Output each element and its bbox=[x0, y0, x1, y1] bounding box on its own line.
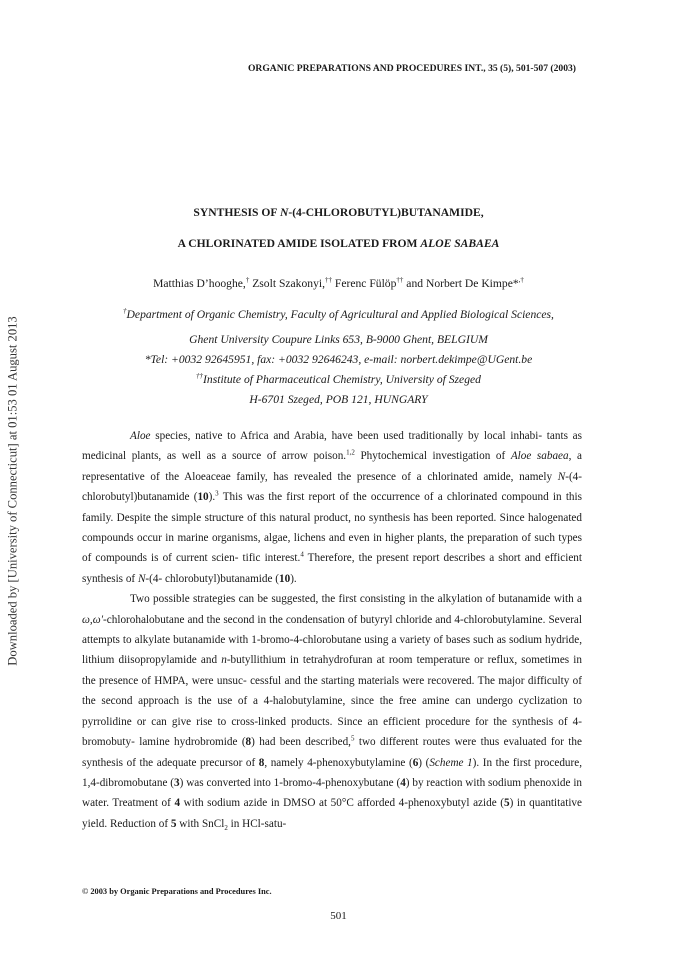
copyright-notice: © 2003 by Organic Preparations and Procedures Inc. bbox=[82, 887, 272, 896]
title-line-2: A CHLORINATED AMIDE ISOLATED FROM ALOE SABAEA bbox=[177, 237, 500, 250]
page-number: 501 bbox=[330, 910, 347, 922]
journal-header: ORGANIC PREPARATIONS AND PROCEDURES INT., 35 (5), 501-507 (2003) bbox=[247, 63, 576, 74]
download-watermark: Downloaded by [University of Connecticut] at 01:53 01 August 2013 bbox=[5, 316, 20, 666]
affiliation-ghent-department: †Department of Organic Chemistry, Faculty of Agricultural and Applied Biological Sciences, bbox=[123, 307, 554, 321]
paragraph-1: Aloe species, native to Africa and Arabia, have been used traditionally by local inhabi- tants as medicinal plants, as well as a source of arrow poison.$^{1,2}$ Phytochemical investigation of Aloe sabaea, a representative of the Aloeaceae family, has revealed the presence of a chlorinated amide, namely N-(4-chlorobutyl)butanamide (10).$^3$ This was the first report of the occurrence of a chlorinated compound in this family. Despite the simple structure of this natural product, no synthesis has been reported. Since halogenated compounds occur in marine organisms, algae, lichens and even in higher plants, the preparation of such types of compounds is of current scien- tific interest.$^4$ Therefore, the present report describes a short and efficient synthesis of N-(4- chlorobutyl)butanamide (10). bbox=[82, 430, 582, 585]
affiliation-ghent-address: Ghent University Coupure Links 653, B-9000 Ghent, BELGIUM bbox=[189, 333, 488, 346]
corresponding-contact: *Tel: +0032 92645951, fax: +0032 92646243, e-mail: norbert.dekimpe@UGent.be bbox=[144, 353, 533, 366]
paragraph-2: Two possible strategies can be suggested, the first consisting in the alkylation of butanamide with a ω,ω′-chlorohalobutane and the second in the condensation of butyryl chloride and 4-chlorobutylamine. Several attempts to alkylate butanamide with 1-bromo-4-chlorobutane using a variety of bases such as sodium hydride, lithium diisopropylamide and n-butyllithium in tetrahydrofuran at room temperature or reflux, sometimes in the presence of HMPA, were unsuc- cessful and the starting materials were recovered. The major difficulty of the second approach is the use of a 4-halobutylamine, since the free amine can undergo cyclization to pyrrolidine or can give rise to cross-linked products. Since an efficient procedure for the synthesis of 4-bromobuty- lamine hydrobromide (8) had been described,$^5$ two different routes were thus evaluated for the synthesis of the adequate precursor of 8, namely 4-phenoxybutylamine (6) (Scheme 1). In the first procedure, 1,4-dibromobutane (3) was converted into 1-bromo-4-phenoxybutane (4) by reaction with sodium phenoxide in water. Treatment of 4 with sodium azide in DMSO at 50°C afforded 4-phenoxybutyl azide (5) in quantitative yield. Reduction of 5 with SnCl$_2$ in HCl-satu- bbox=[82, 593, 583, 832]
affiliation-szeged-institute: ††Institute of Pharmaceutical Chemistry, University of Szeged bbox=[196, 372, 481, 386]
title-line-1: SYNTHESIS OF N-(4-CHLOROBUTYL)BUTANAMIDE, bbox=[193, 206, 484, 219]
article-body bbox=[82, 426, 582, 834]
affiliation-szeged-address: H-6701 Szeged, POB 121, HUNGARY bbox=[249, 393, 428, 406]
author-list: Matthias D’hooghe,† Zsolt Szakonyi,†† Ferenc Fülöp†† and Norbert De Kimpe*,† bbox=[153, 276, 524, 290]
